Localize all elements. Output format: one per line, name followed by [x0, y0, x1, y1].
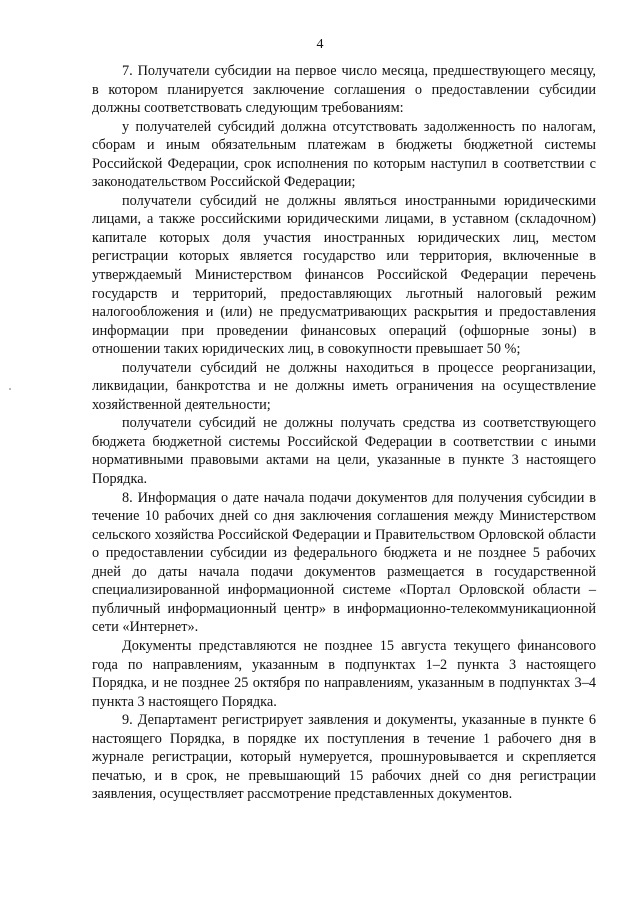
paragraph-foreign-entity-requirement: получатели субсидий не должны являться иностранными юридическими лицами, а также российскими юридическими лицами, в уставном (складочном) капитале которых доля участия иностранных юридических лиц, местом регистрации которых является государство или территория, включенные в утверждаемый Министерством финансов Российской Федерации перечень государств и территорий, предоставляющих льготный налоговый режим налогообложения и (или) не предусматривающих раскрытия и предоставления информации при проведении финансовых операций (офшорные зоны) в отношении таких юридических лиц, в совокупности превышает 50 %; [92, 192, 596, 358]
document-body [92, 62, 596, 804]
paragraph-document-deadlines: Документы представляются не позднее 15 августа текущего финансового года по направлениям, указанным в подпунктах 1–2 пункта 3 настоящего Порядка, и не позднее 25 октября по направлениям, указанным в подпунктах 3–4 пункта 3 настоящего Порядка. [92, 637, 596, 710]
paragraph-7-requirements: 7. Получатели субсидии на первое число месяца, предшествующего месяцу, в котором планируется заключение соглашения о предоставлении субсидии должны соответствовать следующим требованиям: [92, 63, 596, 117]
paragraph-8-information: 8. Информация о дате начала подачи документов для получения субсидии в течение 10 рабочих дней со дня заключения соглашения между Министерством сельского хозяйства Российской Федерации и Правительством Орловской области о предоставлении субсидии из федерального бюджета и не позднее 5 рабочих дней до даты начала подачи документов размещается в государственной специализированной информационной системе «Портал Орловской области – публичный информационный центр» в информационно-телекоммуникационной сети «Интернет». [92, 489, 596, 636]
page-number: 4 [316, 37, 324, 52]
scan-mark [9, 388, 11, 390]
paragraph-other-funding-requirement: получатели субсидий не должны получать средства из соответствующего бюджета бюджетной системы Российской Федерации в соответствии с иными нормативными правовыми актами на цели, указанные в пункте 3 настоящего Порядка. [92, 415, 596, 488]
paragraph-tax-debt-requirement: у получателей субсидий должна отсутствовать задолженность по налогам, сборам и иным обязательным платежам в бюджеты бюджетной системы Российской Федерации, срок исполнения по которым наступил в соответствии с законодательством Российской Федерации; [92, 118, 596, 191]
paragraph-reorganization-requirement: получатели субсидий не должны находиться в процессе реорганизации, ликвидации, банкротства и не должны иметь ограничения на осуществление хозяйственной деятельности; [92, 359, 596, 413]
paragraph-9-registration: 9. Департамент регистрирует заявления и документы, указанные в пункте 6 настоящего Порядка, в порядке их поступления в течение 1 рабочего дня в журнале регистрации, который нумеруется, прошнуровывается и скрепляется печатью, и в срок, не превышающий 15 рабочих дней со дня регистрации заявления, осуществляет рассмотрение представленных документов. [92, 712, 596, 803]
